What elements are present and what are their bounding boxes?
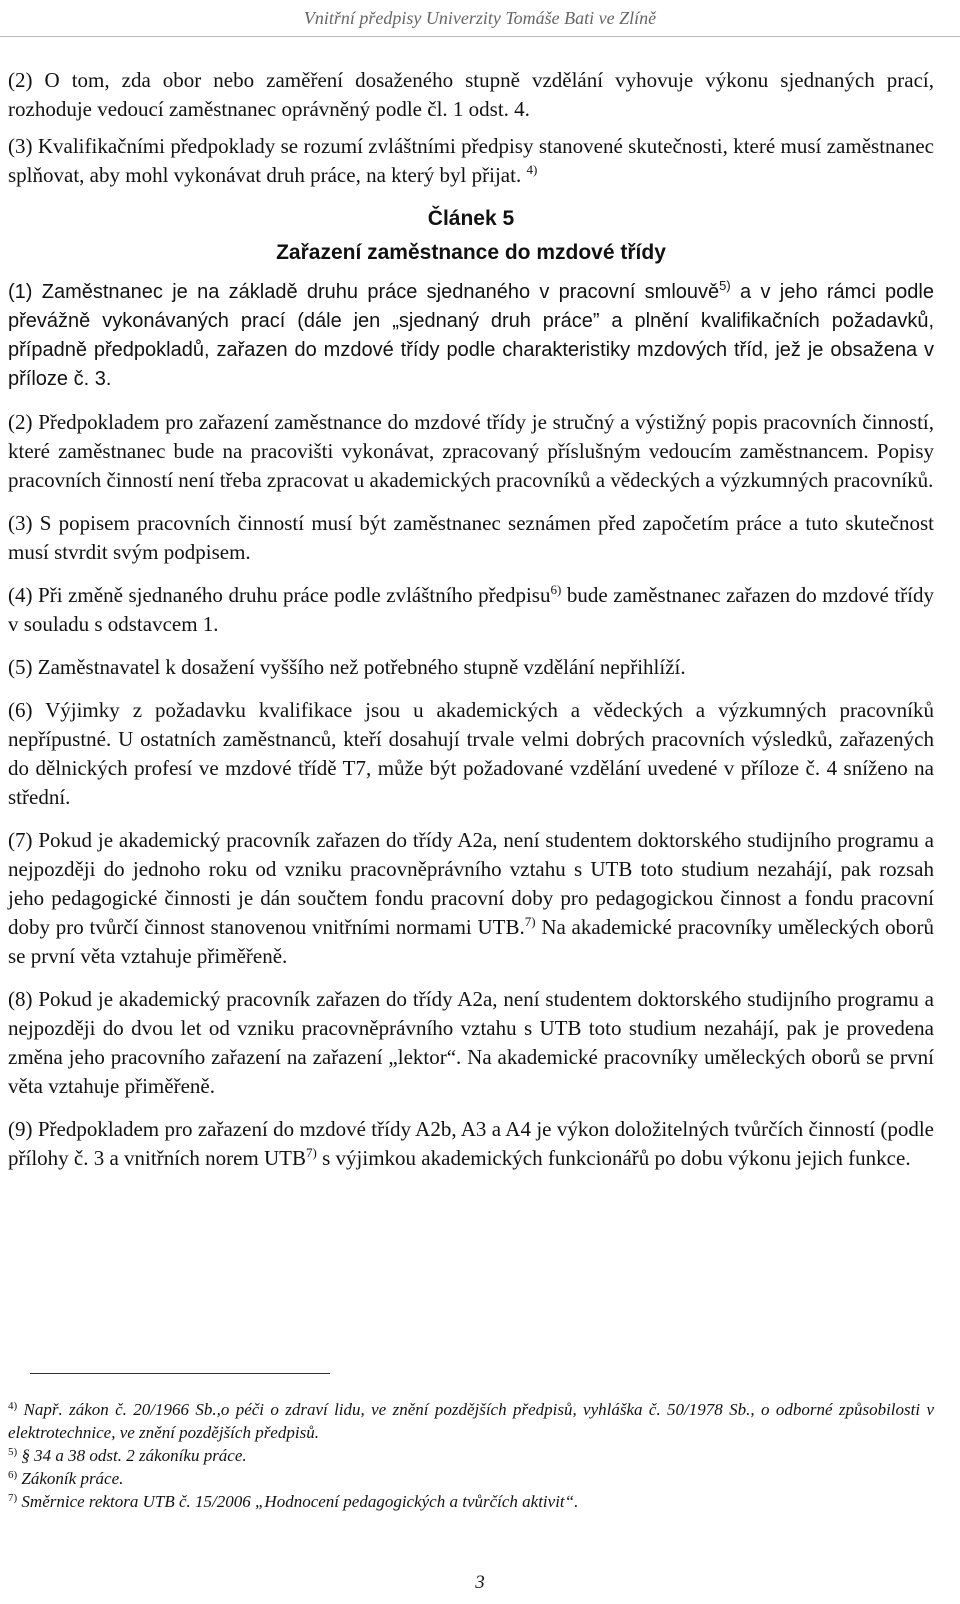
footnote-mark: 7) xyxy=(8,1492,18,1504)
paragraph-3-previous-article xyxy=(8,132,934,190)
article-number: Článek 5 xyxy=(427,207,515,230)
paragraph-text: (7) Pokud je akademický pracovník zařazen do třídy A2a, není studentem doktorského studijního programu a nejpozději do jednoho roku od vzniku pracovněprávního vztahu s UTB toto studium nezahájí, pak rozsah jeho pedagogické činnosti je dán součtem fondu pracovní doby pro pedagogickou činnost a fondu pracovní doby pro tvůrčí činnost stanovenou vnitřními normami UTB. xyxy=(8,828,934,939)
page-number: 3 xyxy=(475,1572,485,1593)
paragraph-text: (5) Zaměstnavatel k dosažení vyššího než potřebného stupně vzdělání nepřihlíží. xyxy=(8,655,686,679)
paragraph-2-previous-article: (2) O tom, zda obor nebo zaměření dosaženého stupně vzdělání vyhovuje výkonu sjednaných prací, rozhoduje vedoucí zaměstnanec oprávněný podle čl. 1 odst. 4. xyxy=(8,68,934,121)
paragraph-text-cont: s výjimkou akademických funkcionářů po dobu výkonu jejich funkce. xyxy=(316,1146,911,1170)
paragraph-text: (3) S popisem pracovních činností musí být zaměstnanec seznámen před započetím práce a tuto skutečnost musí stvrdit svým podpisem. xyxy=(8,511,934,564)
article-paragraph-6 xyxy=(8,696,934,812)
article-title: Zařazení zaměstnance do mzdové třídy xyxy=(276,241,666,264)
footnote-ref: 7) xyxy=(524,914,536,929)
footnote-6 xyxy=(8,1467,934,1490)
paragraph-text-cont: bude zaměstnanec zařazen do mzdové třídy v souladu s odstavcem 1. xyxy=(8,583,934,636)
paragraph-text: (3) Kvalifikačními předpoklady se rozumí zvláštními předpisy stanovené skutečnosti, které musí zaměstnanec splňovat, aby mohl vykonávat druh práce, na který byl přijat. xyxy=(8,134,934,187)
article-paragraph-7 xyxy=(8,826,934,971)
article-paragraph-8 xyxy=(8,985,934,1101)
footnote-4 xyxy=(8,1398,934,1444)
footnote-ref: 6) xyxy=(550,582,562,597)
footnote-mark: 6) xyxy=(8,1469,18,1481)
paragraph-text-cont: a v jeho rámci podle převážně vykonávaných prací (dále jen „sjednaný druh práce” a plnění kvalifikačních požadavků, případně předpokladů, zařazen do mzdové třídy podle charakteristiky mzdových tříd, jež je obsažena v příloze č. 3. xyxy=(8,281,934,390)
footnote-divider xyxy=(30,1373,330,1374)
paragraph-text: (9) Předpokladem pro zařazení do mzdové třídy A2b, A3 a A4 je výkon doložitelných tvůrčích činností (podle přílohy č. 3 a vnitřních norem UTB xyxy=(8,1117,934,1170)
article-paragraph-4 xyxy=(8,581,934,639)
footnote-7 xyxy=(8,1490,934,1513)
paragraph-text: (4) Při změně sjednaného druhu práce podle zvláštního předpisu xyxy=(8,583,551,607)
paragraph-text: (1) Zaměstnanec je na základě druhu práce sjednaného v pracovní smlouvě xyxy=(8,281,720,303)
article-paragraph-3 xyxy=(8,509,934,567)
paragraph-text: (8) Pokud je akademický pracovník zařazen do třídy A2a, není studentem doktorského studijního programu a nejpozději do dvou let od vzniku pracovněprávního vztahu s UTB toto studium nezahájí, pak je provedena změna jeho pracovního zařazení na zařazení „lektor“. Na akademické pracovníky uměleckých oborů se první věta vztahuje přiměřeně. xyxy=(8,987,934,1098)
footnote-text: § 34 a 38 odst. 2 zákoníku práce. xyxy=(17,1446,247,1465)
paragraph-text: (6) Výjimky z požadavku kvalifikace jsou u akademických a vědeckých a výzkumných pracovníků nepřípustné. U ostatních zaměstnanců, kteří dosahují trvale velmi dobrých pracovních výsledků, zařazených do dělnických profesí ve mzdové třídě T7, může být požadované vzdělání uvedené v příloze č. 4 sníženo na střední. xyxy=(8,698,934,809)
footnote-mark: 4) xyxy=(8,1400,18,1412)
article-paragraph-9 xyxy=(8,1115,934,1173)
document-body xyxy=(8,66,934,1187)
footnote-text: Zákoník práce. xyxy=(17,1469,124,1488)
footnotes xyxy=(8,1398,934,1513)
footnote-ref: 7) xyxy=(306,1145,317,1160)
article-paragraph-1 xyxy=(8,278,934,394)
footnote-ref: 5) xyxy=(719,278,731,293)
footnote-text: Směrnice rektora UTB č. 15/2006 „Hodnocení pedagogických a tvůrčích aktivit“. xyxy=(17,1492,579,1511)
paragraph-text: (2) Předpokladem pro zařazení zaměstnance do mzdové třídy je stručný a výstižný popis pracovních činností, které zaměstnanec bude na pracovišti vykonávat, zpracovaný příslušným vedoucím zaměstnancem. Popisy pracovních činností není třeba zpracovat u akademických pracovníků a vědeckých a výzkumných pracovníků. xyxy=(8,410,934,492)
article-paragraph-2 xyxy=(8,408,934,495)
footnote-5 xyxy=(8,1444,934,1467)
footnote-mark: 5) xyxy=(8,1446,18,1458)
running-header: Vnitřní předpisy Univerzity Tomáše Bati ve Zlíně xyxy=(0,4,960,37)
footnote-text: Např. zákon č. 20/1966 Sb.,o péči o zdraví lidu, ve znění pozdějších předpisů, vyhláška č. 50/1978 Sb., o odborné způsobilosti v elektrotechnice, ve znění pozdějších předpisů. xyxy=(8,1400,934,1442)
paragraph-text-cont: Na akademické pracovníky uměleckých oborů se první věta vztahuje přiměřeně. xyxy=(8,915,934,968)
article-paragraph-5 xyxy=(8,653,934,682)
footnote-ref: 4) xyxy=(526,162,538,177)
